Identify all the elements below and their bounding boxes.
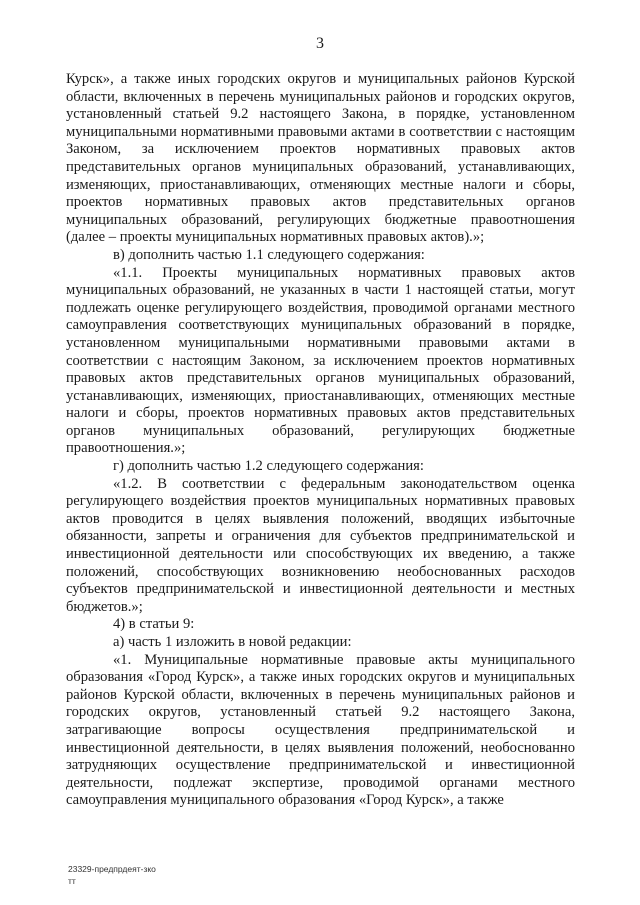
paragraph-5: «1.2. В соответствии с федеральным законодательством оценка регулирующего воздействия проектов муниципальных нормативных правовых актов проводится в целях выявления положений, вводящих избыточные обязанности, запреты и ограничения для субъектов предпринимательской и инвестиционной деятельности или способствующих их введению, а также положений, способствующих возникновению необоснованных расходов субъектов предпринимательской и инвестиционной деятельности и местных бюджетов.»; [66, 475, 575, 615]
page-number: 3 [316, 35, 324, 52]
footer-line-1: 23329-предпрдеят-зко [68, 864, 156, 874]
paragraph-8: «1. Муниципальные нормативные правовые акты муниципального образования «Город Курск», а также иных городских округов и муниципальных районов Курской области, включенных в перечень муниципальных районов и городских округов, установленный статьей 9.2 настоящего Закона, затрагивающие вопросы осуществления предпринимательской и инвестиционной деятельности, в целях выявления положений, необоснованно затрудняющих осуществление предпринимательской и инвестиционной деятельности, подлежат экспертизе, проводимой органами местного самоуправления муниципального образования «Город Курск», а также [66, 651, 575, 809]
paragraph-7: а) часть 1 изложить в новой редакции: [113, 634, 352, 650]
document-body [66, 71, 575, 810]
paragraph-6: 4) в статьи 9: [113, 616, 195, 633]
paragraph-1: Курск», а также иных городских округов и муниципальных районов Курской области, включенных в перечень муниципальных районов и городских округов, установленный статьей 9.2 настоящего Закона, в порядке, установленном муниципальными нормативными правовыми актами в соответствии с настоящим Законом, за исключением проектов нормативных правовых актов представительных органов муниципальных образований, устанавливающих, изменяющих, приостанавливающих, отменяющих местные налоги и сборы, проектов нормативных правовых актов представительных органов муниципальных образований, регулирующих бюджетные правоотношения (далее – проекты муниципальных нормативных правовых актов).»; [66, 71, 575, 246]
paragraph-4: г) дополнить частью 1.2 следующего содержания: [113, 458, 424, 475]
footer-line-2: тт [68, 876, 76, 886]
footer-note [68, 863, 156, 887]
paragraph-3: «1.1. Проекты муниципальных нормативных правовых актов муниципальных образований, не указанных в части 1 настоящей статьи, могут подлежать оценке регулирующего воздействия, проводимой органами местного самоуправления соответствующих муниципальных образований в порядке, установленном муниципальными нормативными правовыми актами в соответствии с настоящим Законом, за исключением проектов нормативных правовых актов представительных органов муниципальных образований, устанавливающих, изменяющих, приостанавливающих, отменяющих местные налоги и сборы, проектов нормативных правовых актов представительных органов муниципальных образований, регулирующих бюджетные правоотношения.»; [66, 264, 575, 457]
paragraph-2: в) дополнить частью 1.1 следующего содержания: [113, 246, 425, 263]
